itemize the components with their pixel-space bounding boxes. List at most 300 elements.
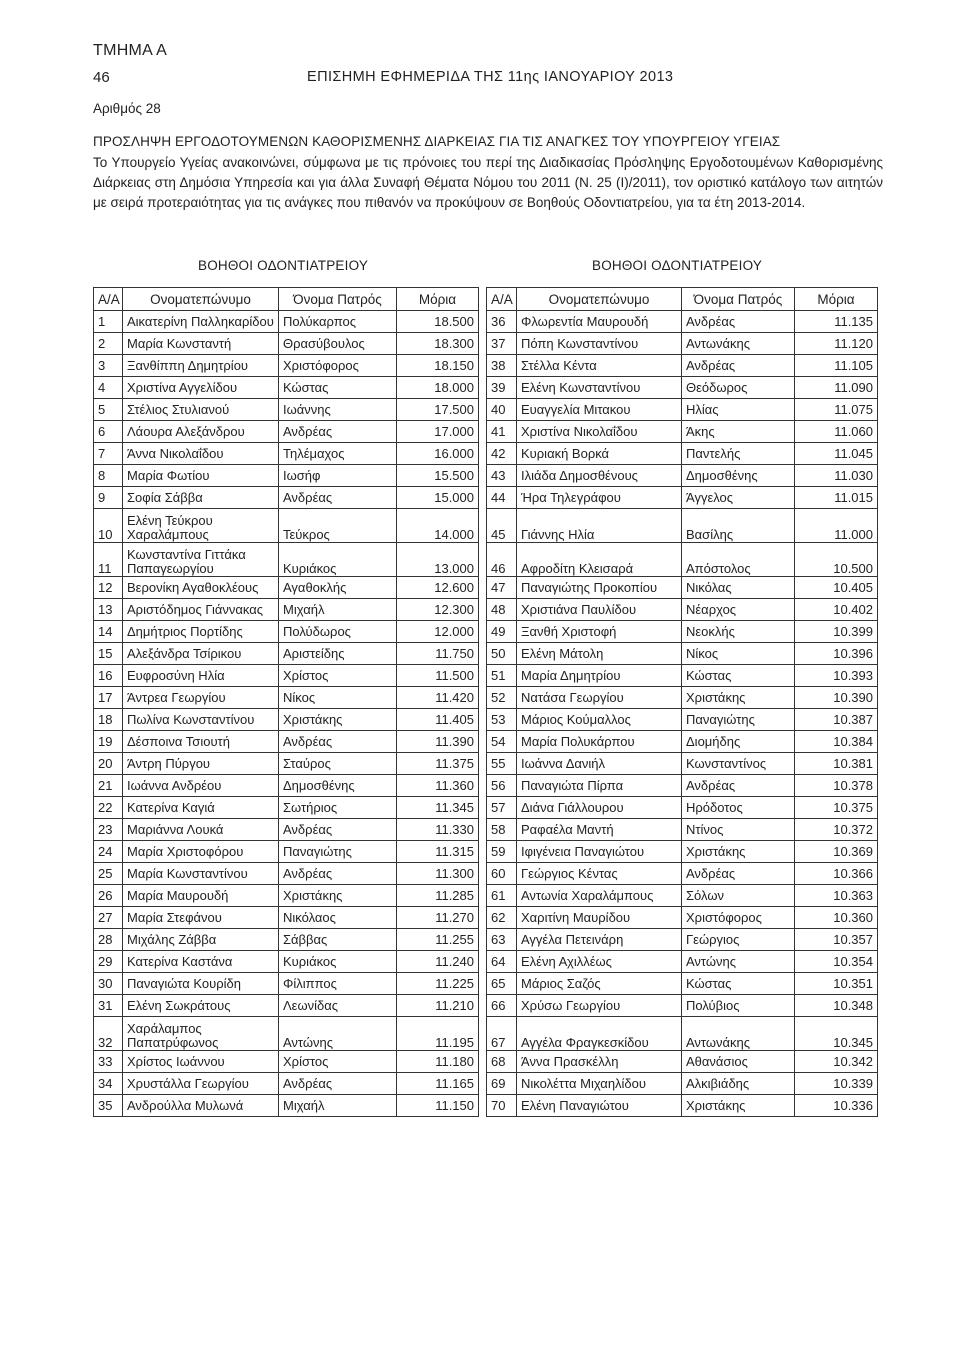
applicant-name-cell: Μάριος Κούμαλλος: [517, 709, 682, 731]
points-cell: 10.500: [795, 543, 878, 577]
row-number-cell: 61: [487, 885, 517, 907]
father-name-cell: Ανδρέας: [682, 863, 795, 885]
row-number-cell: 17: [94, 687, 123, 709]
applicant-name-cell: Ελένη Κωνσταντίνου: [517, 377, 682, 399]
table-row: [487, 819, 878, 841]
right-roster-body: [487, 311, 878, 1117]
table-row: [487, 465, 878, 487]
points-cell: 11.330: [397, 819, 479, 841]
row-number-cell: 11: [94, 543, 123, 577]
points-cell: 11.420: [397, 687, 479, 709]
father-name-cell: Χρίστος: [279, 665, 397, 687]
table-row: [94, 399, 479, 421]
applicant-name-cell: Άννα Πρασκέλλη: [517, 1051, 682, 1073]
father-name-cell: Ηλίας: [682, 399, 795, 421]
applicant-name-cell: Μαριάννα Λουκά: [123, 819, 279, 841]
table-row: [94, 885, 479, 907]
points-cell: 11.390: [397, 731, 479, 753]
table-row: [487, 929, 878, 951]
table-row: [487, 951, 878, 973]
table-row: [94, 1073, 479, 1095]
table-row: [94, 377, 479, 399]
left-table-caption: ΒΟΗΘΟΙ ΟΔΟΝΤΙΑΤΡΕΙΟΥ: [198, 258, 369, 273]
points-cell: 10.393: [795, 665, 878, 687]
table-row: [94, 1051, 479, 1073]
father-name-cell: Διομήδης: [682, 731, 795, 753]
applicant-name-cell: Χαράλαμπος Παπατρύφωνος: [123, 1017, 279, 1051]
father-name-cell: Χριστόφορος: [279, 355, 397, 377]
father-name-cell: Μιχαήλ: [279, 599, 397, 621]
table-row: [94, 621, 479, 643]
father-name-cell: Ανδρέας: [279, 487, 397, 509]
father-name-cell: Κώστας: [682, 973, 795, 995]
applicant-name-cell: Ήρα Τηλεγράφου: [517, 487, 682, 509]
table-row: [487, 863, 878, 885]
applicant-name-cell: Δέσποινα Τσιουτή: [123, 731, 279, 753]
row-number-cell: 13: [94, 599, 123, 621]
points-cell: 11.060: [795, 421, 878, 443]
notice-heading: ΠΡΟΣΛΗΨΗ ΕΡΓΟΔΟΤΟΥΜΕΝΩΝ ΚΑΘΟΡΙΣΜΕΝΗΣ ΔΙΑΡΚΕΙΑΣ ΓΙΑ ΤΙΣ ΑΝΑΓΚΕΣ ΤΟΥ ΥΠΟΥΡΓΕΙΟΥ ΥΓΕΙΑΣ: [93, 134, 781, 149]
table-row: [94, 709, 479, 731]
table-row: [94, 487, 479, 509]
points-cell: 10.384: [795, 731, 878, 753]
table-row: [487, 1073, 878, 1095]
applicant-name-cell: Βερονίκη Αγαθοκλέους: [123, 577, 279, 599]
table-row: [94, 797, 479, 819]
father-name-cell: Παντελής: [682, 443, 795, 465]
applicant-name-cell: Άντρεα Γεωργίου: [123, 687, 279, 709]
table-row: [487, 753, 878, 775]
father-name-cell: Νικόλαος: [279, 907, 397, 929]
father-name-cell: Τεύκρος: [279, 509, 397, 543]
table-row: [94, 465, 479, 487]
applicant-name-cell: Ραφαέλα Μαντή: [517, 819, 682, 841]
table-row: [487, 421, 878, 443]
points-cell: 10.345: [795, 1017, 878, 1051]
section-label: ΤΜΗΜΑ Α: [93, 42, 168, 59]
father-name-cell: Σάββας: [279, 929, 397, 951]
table-row: [487, 543, 878, 577]
row-number-cell: 8: [94, 465, 123, 487]
table-row: [487, 1051, 878, 1073]
points-cell: 17.500: [397, 399, 479, 421]
row-number-cell: 21: [94, 775, 123, 797]
table-row: [94, 819, 479, 841]
applicant-name-cell: Χριστίνα Αγγελίδου: [123, 377, 279, 399]
row-number-cell: 49: [487, 621, 517, 643]
table-row: [94, 643, 479, 665]
notice-number: Αριθμός 28: [93, 101, 161, 116]
father-name-cell: Αγαθοκλής: [279, 577, 397, 599]
table-row: [487, 665, 878, 687]
points-cell: 11.315: [397, 841, 479, 863]
father-name-cell: Βασίλης: [682, 509, 795, 543]
points-cell: 18.500: [397, 311, 479, 333]
table-row: [94, 443, 479, 465]
father-name-cell: Παναγιώτης: [279, 841, 397, 863]
applicant-name-cell: Στέλλα Κέντα: [517, 355, 682, 377]
points-cell: 11.750: [397, 643, 479, 665]
points-cell: 15.500: [397, 465, 479, 487]
applicant-name-cell: Μάριος Σαζός: [517, 973, 682, 995]
applicant-name-cell: Ιλιάδα Δημοσθένους: [517, 465, 682, 487]
applicant-name-cell: Χρίστος Ιωάννου: [123, 1051, 279, 1073]
points-cell: 11.345: [397, 797, 479, 819]
table-row: [487, 973, 878, 995]
notice-body: Το Υπουργείο Υγείας ανακοινώνει, σύμφωνα με τις πρόνοιες του περί της Διαδικασίας Πρόσληψης Εργοδοτουμένων Καθορισμένης Διάρκειας στη Δημόσια Υπηρεσία και για άλλα Συναφή Θέματα Νόμου του 2011 (Ν. 25 (Ι)/2011), τον οριστικό κατάλογο των αιτητών με σειρά προτεραιότητας για τις ανάγκες που πιθανόν να προκύψουν σε Βοηθούς Οδοντιατρείου, για τα έτη 2013-2014.: [93, 155, 883, 210]
applicant-name-cell: Λάουρα Αλεξάνδρου: [123, 421, 279, 443]
points-cell: 10.360: [795, 907, 878, 929]
father-name-cell: Φίλιππος: [279, 973, 397, 995]
applicant-name-cell: Ιωάννα Ανδρέου: [123, 775, 279, 797]
father-name-cell: Πολύδωρος: [279, 621, 397, 643]
row-number-cell: 45: [487, 509, 517, 543]
applicant-name-cell: Ιωάννα Δανιήλ: [517, 753, 682, 775]
applicant-name-cell: Φλωρεντία Μαυρουδή: [517, 311, 682, 333]
row-number-cell: 10: [94, 509, 123, 543]
applicant-name-cell: Χριστιάνα Παυλίδου: [517, 599, 682, 621]
applicant-name-cell: Άντρη Πύργου: [123, 753, 279, 775]
table-row: [94, 753, 479, 775]
column-header-points: Μόρια: [795, 288, 878, 311]
applicant-name-cell: Ευαγγελία Μιτακου: [517, 399, 682, 421]
applicant-name-cell: Αγγέλα Φραγκεσκίδου: [517, 1017, 682, 1051]
points-cell: 12.600: [397, 577, 479, 599]
applicant-name-cell: Μαρία Πολυκάρπου: [517, 731, 682, 753]
father-name-cell: Πολύκαρπος: [279, 311, 397, 333]
father-name-cell: Ντίνος: [682, 819, 795, 841]
row-number-cell: 64: [487, 951, 517, 973]
applicant-name-cell: Μαρία Στεφάνου: [123, 907, 279, 929]
table-row: [487, 377, 878, 399]
row-number-cell: 37: [487, 333, 517, 355]
row-number-cell: 5: [94, 399, 123, 421]
applicant-name-cell: Μαρία Κωνσταντίνου: [123, 863, 279, 885]
row-number-cell: 70: [487, 1095, 517, 1117]
row-number-cell: 48: [487, 599, 517, 621]
row-number-cell: 4: [94, 377, 123, 399]
father-name-cell: Χριστάκης: [682, 1095, 795, 1117]
father-name-cell: Κωνσταντίνος: [682, 753, 795, 775]
applicant-name-cell: Ελένη Αχιλλέως: [517, 951, 682, 973]
row-number-cell: 35: [94, 1095, 123, 1117]
father-name-cell: Σόλων: [682, 885, 795, 907]
father-name-cell: Χριστάκης: [682, 841, 795, 863]
row-number-cell: 65: [487, 973, 517, 995]
table-row: [487, 355, 878, 377]
applicant-name-cell: Ιφιγένεια Παναγιώτου: [517, 841, 682, 863]
father-name-cell: Χριστάκης: [682, 687, 795, 709]
applicant-name-cell: Αγγέλα Πετεινάρη: [517, 929, 682, 951]
points-cell: 10.375: [795, 797, 878, 819]
father-name-cell: Τηλέμαχος: [279, 443, 397, 465]
row-number-cell: 44: [487, 487, 517, 509]
row-number-cell: 3: [94, 355, 123, 377]
points-cell: 10.399: [795, 621, 878, 643]
points-cell: 10.378: [795, 775, 878, 797]
row-number-cell: 51: [487, 665, 517, 687]
points-cell: 11.360: [397, 775, 479, 797]
father-name-cell: Ιωάννης: [279, 399, 397, 421]
applicant-name-cell: Άννα Νικολαΐδου: [123, 443, 279, 465]
points-cell: 11.240: [397, 951, 479, 973]
father-name-cell: Ανδρέας: [279, 819, 397, 841]
father-name-cell: Αντώνης: [279, 1017, 397, 1051]
points-cell: 11.405: [397, 709, 479, 731]
table-row: [94, 731, 479, 753]
row-number-cell: 39: [487, 377, 517, 399]
row-number-cell: 27: [94, 907, 123, 929]
applicant-name-cell: Χρυστάλλα Γεωργίου: [123, 1073, 279, 1095]
row-number-cell: 19: [94, 731, 123, 753]
table-row: [487, 885, 878, 907]
row-number-cell: 30: [94, 973, 123, 995]
table-row: [487, 797, 878, 819]
applicant-name-cell: Ξανθίππη Δημητρίου: [123, 355, 279, 377]
points-cell: 10.369: [795, 841, 878, 863]
points-cell: 11.105: [795, 355, 878, 377]
father-name-cell: Νεοκλής: [682, 621, 795, 643]
row-number-cell: 7: [94, 443, 123, 465]
father-name-cell: Κυριάκος: [279, 951, 397, 973]
points-cell: 10.402: [795, 599, 878, 621]
points-cell: 10.348: [795, 995, 878, 1017]
points-cell: 18.300: [397, 333, 479, 355]
applicant-name-cell: Αριστόδημος Γιάννακας: [123, 599, 279, 621]
table-row: [487, 775, 878, 797]
applicant-name-cell: Μαρία Δημητρίου: [517, 665, 682, 687]
row-number-cell: 20: [94, 753, 123, 775]
father-name-cell: Απόστολος: [682, 543, 795, 577]
applicant-name-cell: Κυριακή Βορκά: [517, 443, 682, 465]
row-number-cell: 42: [487, 443, 517, 465]
applicant-name-cell: Διάνα Γιάλλουρου: [517, 797, 682, 819]
row-number-cell: 18: [94, 709, 123, 731]
row-number-cell: 47: [487, 577, 517, 599]
right-table-caption: ΒΟΗΘΟΙ ΟΔΟΝΤΙΑΤΡΕΙΟΥ: [592, 258, 763, 273]
row-number-cell: 23: [94, 819, 123, 841]
applicant-name-cell: Ελένη Τεύκρου Χαραλάμπους: [123, 509, 279, 543]
table-row: [487, 621, 878, 643]
row-number-cell: 32: [94, 1017, 123, 1051]
father-name-cell: Αριστείδης: [279, 643, 397, 665]
table-row: [487, 509, 878, 543]
father-name-cell: Κώστας: [279, 377, 397, 399]
applicant-name-cell: Παναγιώτα Κουρίδη: [123, 973, 279, 995]
row-number-cell: 60: [487, 863, 517, 885]
table-row: [94, 1017, 479, 1051]
row-number-cell: 2: [94, 333, 123, 355]
points-cell: 10.390: [795, 687, 878, 709]
father-name-cell: Ιωσήφ: [279, 465, 397, 487]
points-cell: 10.336: [795, 1095, 878, 1117]
points-cell: 11.120: [795, 333, 878, 355]
table-row: [94, 907, 479, 929]
table-row: [487, 643, 878, 665]
column-header-no: Α/Α: [487, 288, 517, 311]
column-header-no: Α/Α: [94, 288, 123, 311]
father-name-cell: Αντωνάκης: [682, 333, 795, 355]
table-row: [94, 1095, 479, 1117]
father-name-cell: Άγγελος: [682, 487, 795, 509]
table-row: [94, 509, 479, 543]
table-row: [487, 731, 878, 753]
row-number-cell: 54: [487, 731, 517, 753]
father-name-cell: Πολύβιος: [682, 995, 795, 1017]
points-cell: 11.180: [397, 1051, 479, 1073]
row-number-cell: 15: [94, 643, 123, 665]
father-name-cell: Νικόλας: [682, 577, 795, 599]
column-header-name: Ονοματεπώνυμο: [123, 288, 279, 311]
applicant-name-cell: Μιχάλης Ζάββα: [123, 929, 279, 951]
applicant-name-cell: Αλεξάνδρα Τσίρικου: [123, 643, 279, 665]
points-cell: 11.375: [397, 753, 479, 775]
father-name-cell: Σωτήριος: [279, 797, 397, 819]
father-name-cell: Ανδρέας: [682, 775, 795, 797]
applicant-name-cell: Χρύσω Γεωργίου: [517, 995, 682, 1017]
table-row: [94, 355, 479, 377]
applicant-name-cell: Μαρία Μαυρουδή: [123, 885, 279, 907]
row-number-cell: 43: [487, 465, 517, 487]
points-cell: 10.372: [795, 819, 878, 841]
row-number-cell: 16: [94, 665, 123, 687]
father-name-cell: Ανδρέας: [279, 863, 397, 885]
row-number-cell: 46: [487, 543, 517, 577]
applicant-name-cell: Παναγιώτα Πίρπα: [517, 775, 682, 797]
points-cell: 10.351: [795, 973, 878, 995]
points-cell: 18.150: [397, 355, 479, 377]
row-number-cell: 59: [487, 841, 517, 863]
row-number-cell: 57: [487, 797, 517, 819]
father-name-cell: Λεωνίδας: [279, 995, 397, 1017]
applicant-name-cell: Ευφροσύνη Ηλία: [123, 665, 279, 687]
father-name-cell: Δημοσθένης: [279, 775, 397, 797]
table-row: [487, 443, 878, 465]
table-row: [94, 973, 479, 995]
father-name-cell: Χριστόφορος: [682, 907, 795, 929]
father-name-cell: Ηρόδοτος: [682, 797, 795, 819]
table-row: [94, 995, 479, 1017]
table-row: [94, 311, 479, 333]
row-number-cell: 58: [487, 819, 517, 841]
row-number-cell: 56: [487, 775, 517, 797]
applicant-name-cell: Χαριτίνη Μαυρίδου: [517, 907, 682, 929]
applicant-name-cell: Νικολέττα Μιχαηλίδου: [517, 1073, 682, 1095]
points-cell: 11.090: [795, 377, 878, 399]
points-cell: 11.030: [795, 465, 878, 487]
page-number: 46: [93, 69, 110, 86]
right-roster-table: [486, 287, 878, 1117]
father-name-cell: Παναγιώτης: [682, 709, 795, 731]
points-cell: 12.300: [397, 599, 479, 621]
table-row: [487, 577, 878, 599]
father-name-cell: Γεώργιος: [682, 929, 795, 951]
table-row: [94, 951, 479, 973]
column-header-father: Όνομα Πατρός: [279, 288, 397, 311]
table-row: [94, 775, 479, 797]
row-number-cell: 29: [94, 951, 123, 973]
row-number-cell: 12: [94, 577, 123, 599]
table-row: [487, 399, 878, 421]
row-number-cell: 69: [487, 1073, 517, 1095]
row-number-cell: 41: [487, 421, 517, 443]
father-name-cell: Αλκιβιάδης: [682, 1073, 795, 1095]
father-name-cell: Ανδρέας: [682, 311, 795, 333]
table-row: [487, 1095, 878, 1117]
father-name-cell: Ανδρέας: [279, 1073, 397, 1095]
row-number-cell: 33: [94, 1051, 123, 1073]
row-number-cell: 25: [94, 863, 123, 885]
points-cell: 10.381: [795, 753, 878, 775]
left-roster-table: [93, 287, 479, 1117]
father-name-cell: Αντωνάκης: [682, 1017, 795, 1051]
row-number-cell: 50: [487, 643, 517, 665]
row-number-cell: 36: [487, 311, 517, 333]
father-name-cell: Νέαρχος: [682, 599, 795, 621]
points-cell: 17.000: [397, 421, 479, 443]
row-number-cell: 38: [487, 355, 517, 377]
row-number-cell: 66: [487, 995, 517, 1017]
applicant-name-cell: Δημήτριος Πορτίδης: [123, 621, 279, 643]
father-name-cell: Κώστας: [682, 665, 795, 687]
points-cell: 11.165: [397, 1073, 479, 1095]
applicant-name-cell: Μαρία Κωνσταντή: [123, 333, 279, 355]
table-row: [487, 311, 878, 333]
points-cell: 11.255: [397, 929, 479, 951]
points-cell: 11.500: [397, 665, 479, 687]
points-cell: 15.000: [397, 487, 479, 509]
row-number-cell: 26: [94, 885, 123, 907]
points-cell: 10.366: [795, 863, 878, 885]
points-cell: 11.015: [795, 487, 878, 509]
row-number-cell: 28: [94, 929, 123, 951]
points-cell: 10.339: [795, 1073, 878, 1095]
points-cell: 11.285: [397, 885, 479, 907]
applicant-name-cell: Αικατερίνη Παλληκαρίδου: [123, 311, 279, 333]
points-cell: 18.000: [397, 377, 479, 399]
row-number-cell: 67: [487, 1017, 517, 1051]
applicant-name-cell: Μαρία Φωτίου: [123, 465, 279, 487]
father-name-cell: Χριστάκης: [279, 885, 397, 907]
running-title: ΕΠΙΣΗΜΗ ΕΦΗΜΕΡΙΔΑ ΤΗΣ 11ης ΙΑΝΟΥΑΡΙΟΥ 2013: [307, 69, 674, 85]
applicant-name-cell: Χριστίνα Νικολαΐδου: [517, 421, 682, 443]
table-row: [487, 687, 878, 709]
column-header-name: Ονοματεπώνυμο: [517, 288, 682, 311]
applicant-name-cell: Αντωνία Χαραλάμπους: [517, 885, 682, 907]
applicant-name-cell: Κατερίνα Καστάνα: [123, 951, 279, 973]
table-row: [94, 665, 479, 687]
father-name-cell: Αντώνης: [682, 951, 795, 973]
father-name-cell: Αθανάσιος: [682, 1051, 795, 1073]
applicant-name-cell: Πόπη Κωνσταντίνου: [517, 333, 682, 355]
points-cell: 11.300: [397, 863, 479, 885]
applicant-name-cell: Στέλιος Στυλιανού: [123, 399, 279, 421]
table-row: [487, 1017, 878, 1051]
table-row: [487, 907, 878, 929]
table-row: [487, 599, 878, 621]
table-row: [94, 333, 479, 355]
row-number-cell: 63: [487, 929, 517, 951]
father-name-cell: Νίκος: [682, 643, 795, 665]
points-cell: 11.195: [397, 1017, 479, 1051]
table-row: [94, 599, 479, 621]
father-name-cell: Ανδρέας: [279, 421, 397, 443]
points-cell: 11.045: [795, 443, 878, 465]
applicant-name-cell: Ελένη Παναγιώτου: [517, 1095, 682, 1117]
table-row: [94, 841, 479, 863]
applicant-name-cell: Παναγιώτης Προκοπίου: [517, 577, 682, 599]
table-row: [94, 863, 479, 885]
